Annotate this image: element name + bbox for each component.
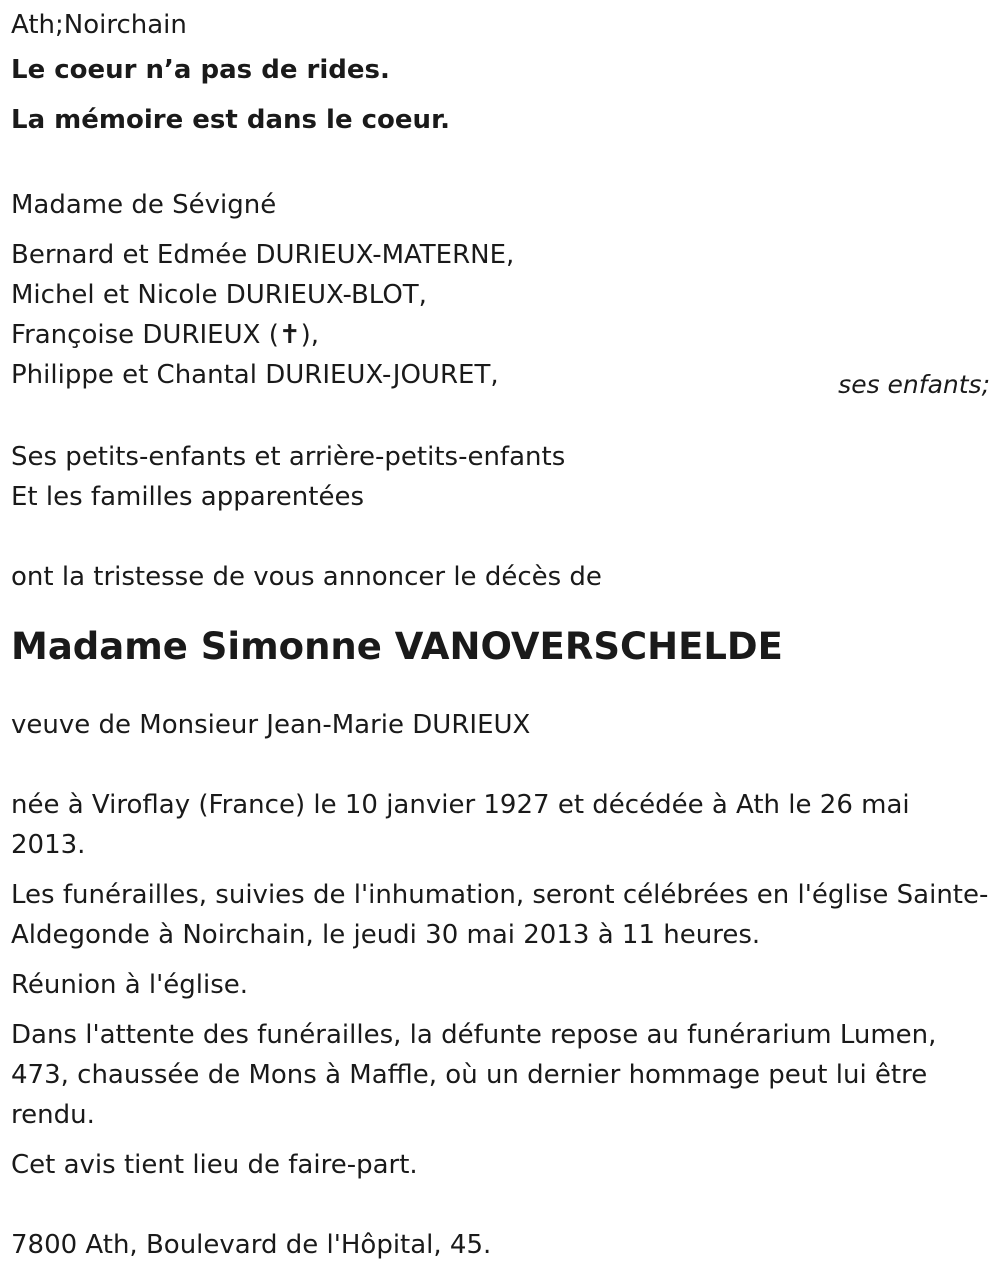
child-line: Michel et Nicole DURIEUX-BLOT, bbox=[11, 280, 427, 310]
spacer bbox=[11, 145, 990, 185]
children-role: ses enfants; bbox=[838, 370, 990, 399]
location-header: Ath;Noirchain bbox=[11, 10, 187, 40]
obituary-notice bbox=[11, 5, 990, 1265]
child-line: Philippe et Chantal DURIEUX-JOURET, bbox=[11, 360, 499, 390]
announcement-intro: ont la tristesse de vous annoncer le décès de bbox=[11, 562, 602, 592]
children-block bbox=[11, 235, 990, 399]
spacer bbox=[11, 1005, 990, 1015]
child-line: Françoise DURIEUX (✝), bbox=[11, 320, 320, 350]
address-line: 7800 Ath, Boulevard de l'Hôpital, 45. bbox=[11, 1230, 492, 1260]
notice-paragraph: Cet avis tient lieu de faire-part. bbox=[11, 1150, 418, 1180]
viewing-paragraph: Dans l'attente des funérailles, la défunte repose au funérarium Lumen, 473, chaussée de Mons à Maffle, où un dernier hommage peut lui être rendu. bbox=[11, 1020, 937, 1130]
spacer bbox=[11, 597, 990, 617]
quote-author: Madame de Sévigné bbox=[11, 190, 277, 220]
widow-of: veuve de Monsieur Jean-Marie DURIEUX bbox=[11, 710, 531, 740]
relatives-line: Et les familles apparentées bbox=[11, 482, 365, 512]
quote-line-1: Le coeur n’a pas de rides. bbox=[11, 55, 390, 85]
spacer bbox=[11, 745, 990, 785]
spacer bbox=[11, 955, 990, 965]
funeral-paragraph: Les funérailles, suivies de l'inhumation, seront célébrées en l'église Sainte-Aldegonde à Noirchain, le jeudi 30 mai 2013 à 11 heures. bbox=[11, 880, 989, 950]
spacer bbox=[11, 865, 990, 875]
spacer bbox=[11, 517, 990, 557]
spacer bbox=[11, 1135, 990, 1145]
spacer bbox=[11, 677, 990, 705]
meeting-paragraph: Réunion à l'église. bbox=[11, 970, 249, 1000]
quote-line-2: La mémoire est dans le coeur. bbox=[11, 105, 451, 135]
child-line: Bernard et Edmée DURIEUX-MATERNE, bbox=[11, 240, 515, 270]
spacer bbox=[11, 1185, 990, 1225]
relatives-line: Ses petits-enfants et arrière-petits-enfants bbox=[11, 442, 566, 472]
birth-death-paragraph: née à Viroflay (France) le 10 janvier 1927 et décédée à Ath le 26 mai 2013. bbox=[11, 790, 910, 860]
deceased-name: Madame Simonne VANOVERSCHELDE bbox=[11, 625, 783, 668]
spacer bbox=[11, 225, 990, 235]
